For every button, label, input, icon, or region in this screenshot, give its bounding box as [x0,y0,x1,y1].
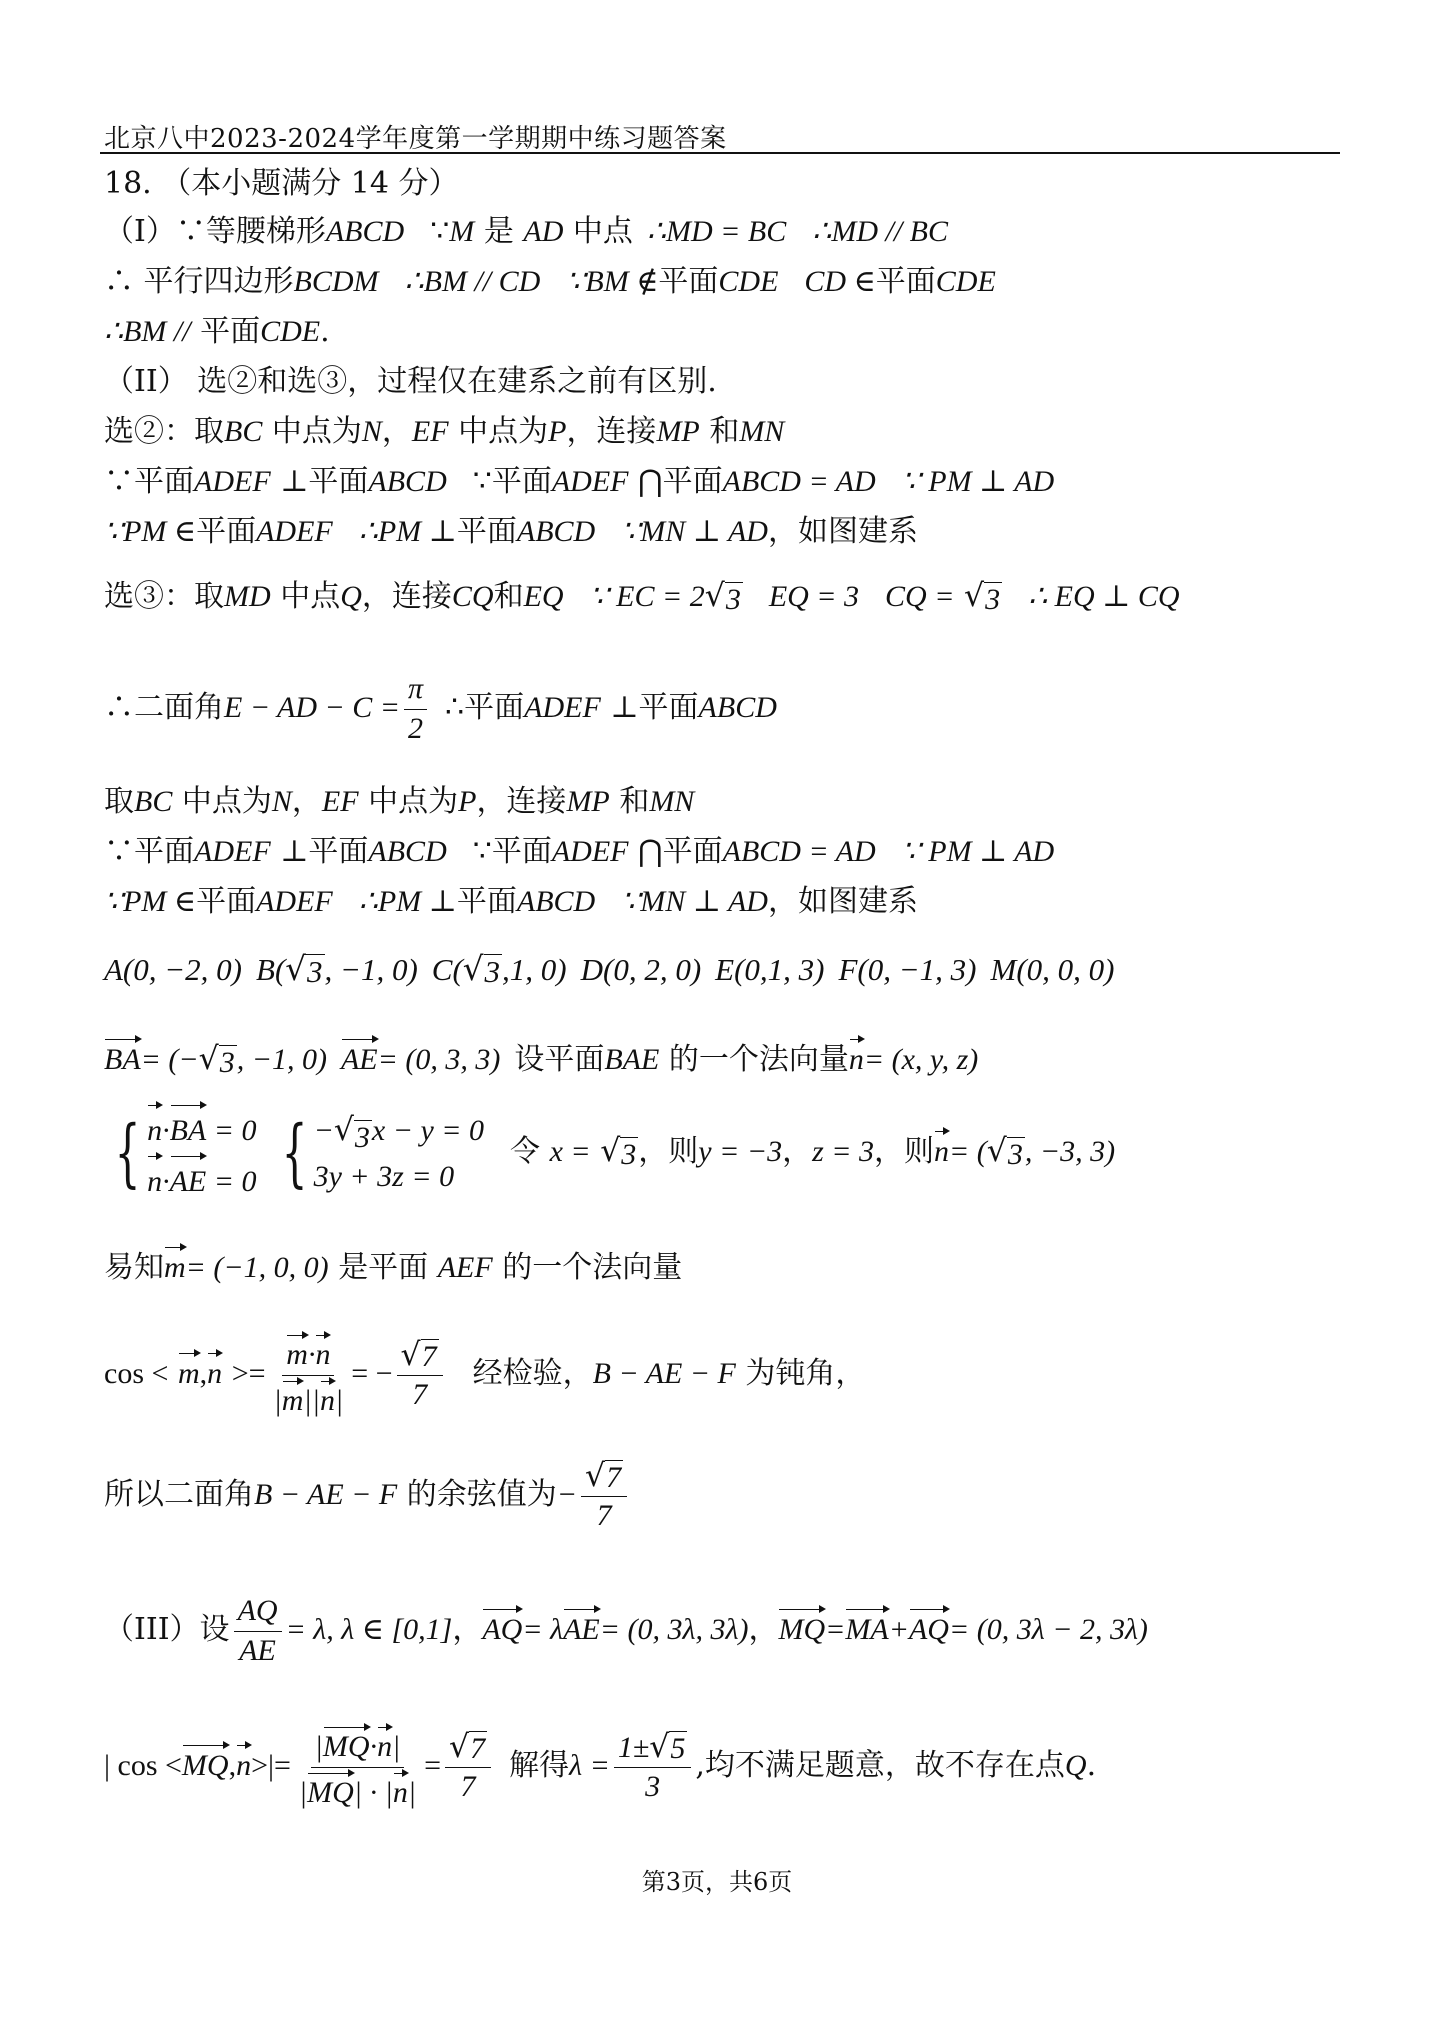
math: | cos < [104,1749,182,1782]
math: ADEF [524,691,601,724]
math: ABCD [368,835,447,868]
vector-AQ: AQ [909,1606,949,1648]
math: ∴BM // [104,315,191,348]
text: ， [452,1612,483,1647]
math: ABCD = AD [722,835,876,868]
math: CDE [260,315,321,348]
text: 中点 [572,214,633,249]
vector-BA: BA [104,1036,141,1078]
math: = (x, y, z) [863,1043,979,1076]
part2-intro: （II） 选②和选③，过程仅在建系之前有区别. [104,364,717,399]
point-M: M(0, 0, 0) [990,952,1115,987]
vector-MQ: MQ [182,1742,229,1784]
math: P [458,785,477,818]
system-linear-equations: { − √ 3 x − y = 0 3y + 3z = 0 [281,1110,485,1196]
vector-n: n [207,1350,222,1392]
math: EF [411,415,449,448]
math: N [271,785,292,818]
text: 经检验， [472,1356,593,1391]
math: ∵ PM ⊥ AD [901,835,1055,868]
text: 平面 [200,314,261,349]
math: N [361,415,382,448]
text: ⊥平面 [610,690,699,725]
math: ADEF [256,885,333,918]
part3-line2: | cos <MQ,n>|= $\frac{|MQ\cdot n|}{|MQ| \cdot |n|}$ = √ 7 7 解得λ = 1± √ 5 3 ,均不满足题意，故不存在点Q. [104,1724,1096,1810]
text: 的余弦值为 [406,1476,557,1512]
math: ADEF [551,835,629,868]
text: 平面 [196,884,257,919]
math: ADEF [194,465,271,498]
math: M [449,215,475,248]
math: EQ = 3 [768,580,860,613]
math: ABCD [516,885,596,918]
fraction-lambda-solution: 1± √ 5 3 [614,1729,692,1805]
option3-line [104,578,1180,616]
vector-m: m [178,1350,200,1392]
text: ⋂平面 [638,834,723,869]
text: 平面 [456,514,517,549]
text: 的一个法向量 [502,1250,683,1285]
vector-n: n [236,1742,251,1784]
text: 取 [104,784,134,819]
fraction-pi-over-2: $\frac{\pi}{2}$ [404,672,427,746]
text: ， [381,414,412,449]
math: = [424,1749,441,1782]
system-dot-products: { n·BA = 0 n·AE = 0 [104,1102,257,1204]
math: ∴ EQ ⊥ CQ [1028,580,1180,613]
math: P [548,415,567,448]
text: 和 [709,414,740,449]
point-A: A(0, −2, 0) [104,952,243,987]
result-line [104,1458,631,1534]
text: 中点为 [368,784,459,819]
text: 解得 [509,1748,570,1783]
sqrt-3: √ 3 [704,578,741,616]
vector-MA: MA [845,1606,888,1648]
math: z = 3 [812,1135,875,1168]
math: ADEF [256,515,333,548]
text: 平面 [875,264,936,299]
math: EF [321,785,359,818]
text: 选②：取 [104,414,224,449]
pm-line-1 [104,514,918,550]
math: ∵MN ⊥ AD [621,515,768,548]
text: ,均不满足题意，故不存在点 [695,1748,1065,1783]
point-C: C( √ 3 ,1, 0) [431,950,567,989]
math: CQ = [885,580,955,613]
sqrt-3: √ 3 [986,1133,1023,1171]
math: E − AD − C = [224,691,401,724]
math: Q [340,580,362,613]
math: − [556,1477,578,1511]
math: MN [739,415,785,448]
text: ， [291,784,322,819]
fraction-abs-cos: $\frac{|MQ\cdot n|}{|MQ| \cdot |n|}$ [295,1724,420,1810]
math: ABCD = AD [722,465,876,498]
math: = (− [140,1043,199,1076]
part3-line1 [104,1594,1148,1668]
text: ，如图建系 [767,514,918,549]
math: ∵PM ∈ [104,885,197,918]
text: 所以二面角 [104,1476,254,1512]
question-title: 18. （本小题满分 14 分） [104,166,459,201]
math: , −1, 0) [236,1043,327,1076]
fraction-cos: $\frac{m\cdot n}{|m||n|}$ [270,1332,348,1418]
math: = λ [522,1613,564,1646]
text: 的一个法向量 [668,1042,849,1077]
math: + [888,1613,909,1646]
math: cos < [104,1357,169,1390]
math: BCDM [293,265,379,298]
part1-line2 [104,264,996,300]
math: CD ∈ [804,265,876,298]
text: ∵平面 [472,464,552,499]
text: ∴平面 [445,690,525,725]
part3-label: （III）设 [104,1612,230,1647]
math: AEF [437,1251,493,1284]
text: ∵平面 [472,834,552,869]
vector-m: m [164,1244,186,1286]
text: 中点为 [458,414,549,449]
math: ∵MN ⊥ AD [621,885,768,918]
part1-line3 [104,314,330,350]
point-E: E(0,1, 3) [715,952,825,987]
text: ，连接 [361,579,452,614]
normal-m-line [104,1244,682,1286]
cosine-line: cos < m,n >= $\frac{m\cdot n}{|m||n|}$ = − √ 7 7 经检验，B − AE − F 为钝角， [104,1332,865,1418]
text: ⊥平面 [280,464,369,499]
math: Q [1064,1749,1087,1782]
text: 是平面 [338,1250,429,1285]
text: 选③：取 [104,579,224,614]
text: ∴ 平行四边形 [104,264,294,299]
math: ∴PM ⊥ [358,515,457,548]
math: CDE [935,265,996,298]
math: = (0, 3λ, 3λ) [599,1613,749,1646]
vector-AE: AE [563,1606,600,1648]
option2-line [104,414,784,450]
math: x = [549,1135,591,1168]
take-midpoint-line [104,784,694,820]
text: 平面 [196,514,257,549]
vector-MQ: MQ [778,1606,825,1648]
sqrt-3: √ 3 [198,1041,235,1079]
text: 中点为 [181,784,272,819]
part1-line1 [104,214,948,250]
text: 易知 [104,1250,164,1285]
math: ∵ EC = 2 [589,580,705,613]
math: , −3, 3) [1024,1135,1116,1168]
math: = ( [949,1135,987,1168]
math: MN [649,785,695,818]
math: ∴PM ⊥ [358,885,457,918]
math: EQ [523,580,564,613]
text: 中点为 [271,414,362,449]
page-header: 北京八中2023-2024学年度第一学期期中练习题答案 [104,124,727,154]
math: ∵BM ∉ [566,265,659,298]
perp-line-2 [104,834,1054,870]
text: 和 [619,784,650,819]
text: ∵等腰梯形 [175,214,326,249]
math: = − [351,1357,393,1390]
math: ∵ PM ⊥ AD [901,465,1055,498]
math: >= [231,1357,266,1390]
math: MD [224,580,271,613]
math: ADEF [551,465,629,498]
text: ∵ [430,214,450,249]
pm-line-2 [104,884,918,920]
math: ∴BM // CD [404,265,541,298]
text: ，则 [874,1134,935,1169]
math: BAE [604,1043,660,1076]
text: ⋂平面 [638,464,723,499]
text: ，则 [638,1134,699,1169]
math: λ = [569,1749,610,1782]
text: 为钝角， [745,1356,866,1391]
math: BC [224,415,263,448]
text: ⊥平面 [280,834,369,869]
text: ， [748,1612,779,1647]
page-footer: 第3页，共6页 [641,1868,793,1896]
fraction-sqrt7-over-7: √ 7 7 [445,1729,491,1805]
text: 平面 [456,884,517,919]
text: 设平面 [514,1042,605,1077]
header-rule [100,152,1340,154]
math: = [825,1613,846,1646]
math: B − AE − F [592,1357,736,1390]
math: CQ [451,580,494,613]
dihedral-line [104,672,777,746]
math: = (0, 3, 3) [377,1043,501,1076]
math: ABCD [325,215,405,248]
text: . [320,314,330,349]
math: = λ, λ ∈ [0,1] [285,1613,453,1646]
text: 中点 [280,579,341,614]
vector-AQ: AQ [482,1606,522,1648]
text: ∵平面 [104,834,194,869]
math: AD [523,215,564,248]
fraction-sqrt7-over-7: √ 7 7 [397,1337,443,1413]
text: . [1086,1748,1097,1783]
sqrt-3: √ 3 [600,1133,637,1171]
equation-system-line [104,1102,1115,1204]
math: BC [134,785,173,818]
point-B: B( √ 3 , −1, 0) [256,950,418,989]
math: = (−1, 0, 0) [185,1251,329,1284]
perp-line-1 [104,464,1054,500]
math: MP [656,415,700,448]
text: ， [782,1134,813,1169]
math: ∴MD // BC [812,215,948,248]
math: = (0, 3λ − 2, 3λ) [948,1613,1148,1646]
vector-AE: AE [341,1036,378,1078]
vectors-line [104,1036,978,1079]
fraction-sqrt7-over-7: √ 7 7 [581,1458,627,1534]
math: ABCD [516,515,596,548]
text: ∵平面 [104,464,194,499]
math: ∵PM ∈ [104,515,197,548]
fraction-AQ-over-AE: $\frac{AQ}{AE}$ [234,1594,282,1668]
text: 令 [510,1134,541,1169]
math: CDE [718,265,779,298]
math: B − AE − F [254,1477,398,1511]
math: ABCD [698,691,777,724]
point-D: D(0, 2, 0) [580,952,702,987]
vector-n: n [849,1036,864,1078]
math: MP [566,785,610,818]
sqrt-3: √ 3 [964,578,1001,616]
text: ∴二面角 [104,690,224,725]
text: 和 [493,579,524,614]
vector-n: n [934,1128,949,1170]
math: ADEF [194,835,271,868]
math: y = −3 [698,1135,783,1168]
text: 是 [483,214,514,249]
text: 平面 [658,264,719,299]
text: ，连接 [476,784,567,819]
math: >|= [251,1749,291,1782]
point-F: F(0, −1, 3) [838,952,977,987]
text: ，连接 [566,414,657,449]
coordinates-line [104,950,1115,989]
math: ABCD [368,465,447,498]
math: ∴MD = BC [646,215,787,248]
text: ，如图建系 [767,884,918,919]
part1-label: （I） [104,214,176,249]
